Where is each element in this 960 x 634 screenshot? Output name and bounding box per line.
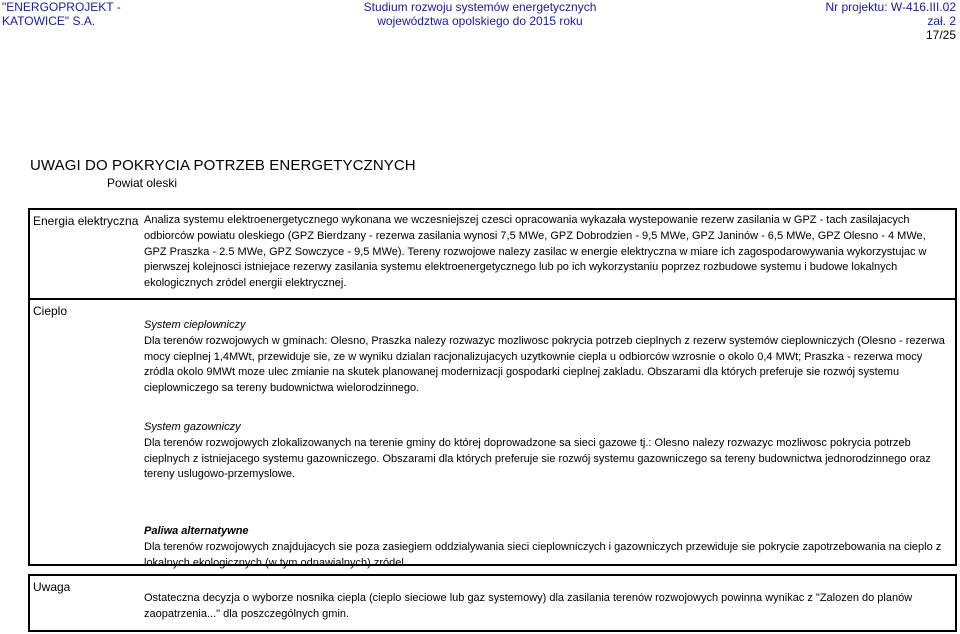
attachment-number: zał. 2 (927, 14, 956, 28)
gas-system-text: Dla terenów rozwojowych zlokalizowanych na terenie gminy do której doprowadzone sa sieci gazowe tj.: Olesno nalezy rozwazyc mozliwosc pokrycia potrzeb cieplnych z istniejacego systemu gazowniczego. Obszarami dla których preferuje sie rozwój systemu gazowniczego sa tereny budownictwa jednorodzinnego oraz tereny uslugowo-przemyslowe. (144, 436, 931, 481)
section-note-label: Uwaga (33, 580, 71, 594)
district-heating-block (144, 318, 949, 397)
study-line-2: województwa opolskiego do 2015 roku (377, 14, 583, 28)
district-heating-text: Dla terenów rozwojowych w gminach: Olesno, Praszka nalezy rozwazyc mozliwosc pokrycia potrzeb cieplnych z rezerw systemów cieplowniczych (Olesno - rezerwa mocy cieplnej 1,4MWt, przewiduje sie, ze w wyniku dzialan racjonalizujacych uzytkownie ciepla u odbiorców wzrosnie o okolo 0,4 MWt; Praszka - rezerwa mocy zródla okolo 9MWt moze ulec zmianie na skutek planowanej modernizacji gospodarki cieplnej zakladu. Obszarami dla których preferuje sie rozwój systemu cieplowniczego sa tereny budownictwa wielorodzinnego. (144, 334, 945, 395)
study-line-1: Studium rozwoju systemów energetycznych (363, 0, 597, 14)
page-number: 17/25 (925, 28, 956, 42)
section-energy-label: Energia elektryczna (33, 214, 139, 228)
section-note-text: Ostateczna decyzja o wyborze nosnika ciepla (cieplo sieciowe lub gaz systemowy) dla zasilania terenów rozwojowych powinna wynikac z "Zalozen do planów zaopatrzenia..." dla poszczególnych gmin. (144, 592, 913, 620)
gas-system-block (144, 420, 949, 483)
district-heating-heading: System cieplowniczy (144, 319, 246, 331)
company-line-1: "ENERGOPROJEKT - (2, 0, 121, 14)
header-project (756, 0, 956, 42)
header-study (340, 0, 620, 28)
alternative-fuels-text: Dla terenów rozwojowych znajdujacych sie poza zasiegiem oddzialywania sieci cieplowniczych i gazowniczych przewiduje sie pokrycie zapotrzebowania na cieplo z lokalnych ekologicznych (w tym odnawialnych) zródel. (144, 540, 942, 569)
page-subtitle: Powiat oleski (107, 176, 178, 190)
alternative-fuels-block (144, 524, 949, 571)
section-note (28, 574, 957, 632)
company-line-2: KATOWICE" S.A. (2, 14, 96, 28)
header-company (2, 0, 202, 28)
section-heat-label: Cieplo (33, 304, 68, 318)
page-title: UWAGI DO POKRYCIA POTRZEB ENERGETYCZNYCH (30, 157, 416, 174)
project-number: Nr projektu: W-416.III.02 (825, 0, 956, 14)
section-energy (28, 208, 957, 300)
alternative-fuels-heading: Paliwa alternatywne (144, 525, 249, 537)
gas-system-heading: System gazowniczy (144, 421, 241, 433)
section-heat (28, 300, 957, 569)
section-energy-text: Analiza systemu elektroenergetycznego wykonana we wczesniejszej czesci opracowania wykazała wystepowanie rezerw zasilania w GPZ - tach zasilajacych odbiorców powiatu oleskiego (GPZ Bierdzany - rezerwa zasilania wynosi 7,5 MWe, GPZ Dobrodzien - 9,5 MWe, GPZ Janinów - 6,5 MWe, GPZ Olesno - 4 MWe, GPZ Praszka - 2.5 MWe, GPZ Sowczyce - 9,5 MWe). Tereny rozwojowe nalezy zasilac w energie elektryczna w miare ich zagospodarowywania wykorzystujac w pierwszej kolejnosci istniejace rezerwy zasilania systemu elektroenergetycznego lub po ich wykorzystaniu poprzez rozbudowe systemu i budowe lokalnych ekologicznych zródel energii elektrycznej. (144, 214, 927, 290)
